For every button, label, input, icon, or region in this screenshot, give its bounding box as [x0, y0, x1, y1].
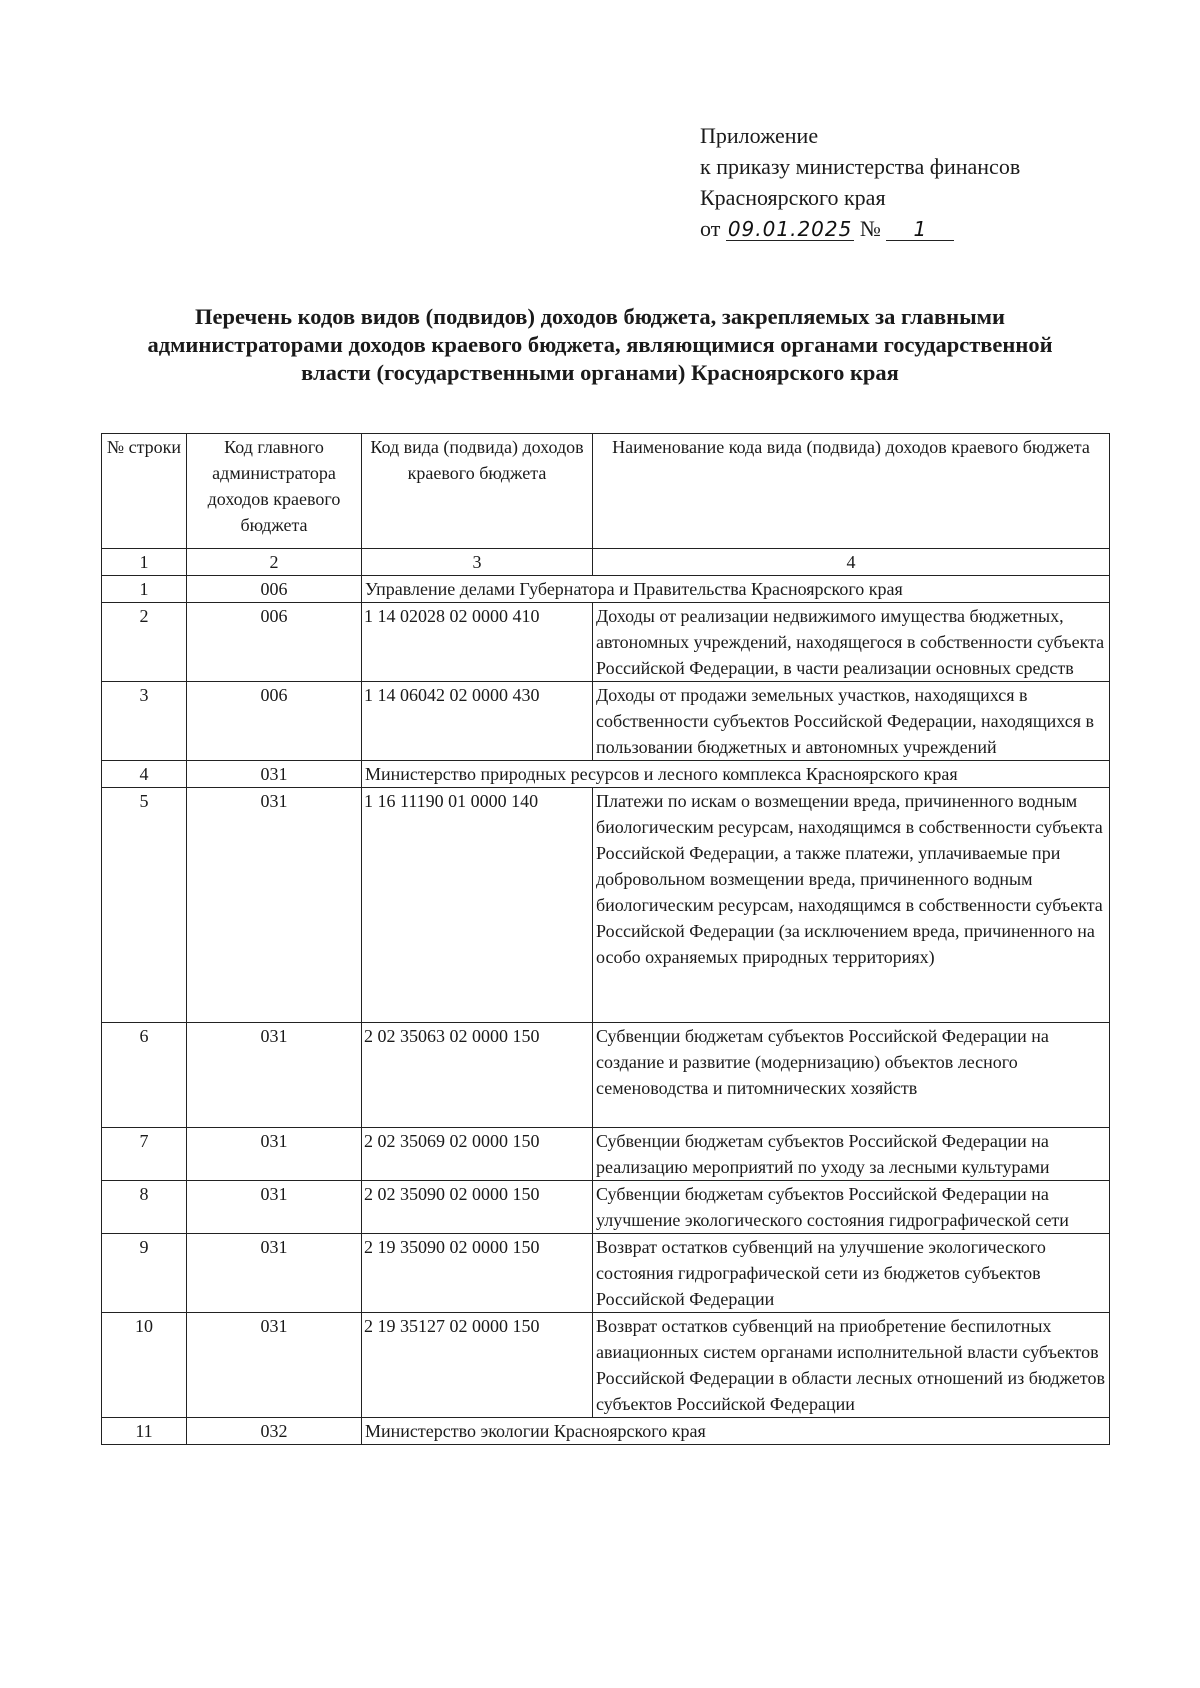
column-number: 2 — [187, 549, 362, 576]
row-number: 9 — [102, 1234, 187, 1313]
admin-code: 031 — [187, 1234, 362, 1313]
income-name: Доходы от реализации недвижимого имущества бюджетных, автономных учреждений, находящегося в собственности субъекта Российской Федерации, в части реализации основных средств — [593, 603, 1110, 682]
admin-code: 031 — [187, 1181, 362, 1234]
admin-code: 006 — [187, 682, 362, 761]
table-header-row — [102, 434, 1110, 549]
table-row — [102, 1128, 1110, 1181]
document-title — [100, 303, 1100, 387]
income-name: Субвенции бюджетам субъектов Российской Федерации на создание и развитие (модернизацию) объектов лесного семеноводства и питомнических хозяйств — [593, 1023, 1110, 1128]
income-codes-table — [101, 433, 1110, 1445]
table-row — [102, 1023, 1110, 1128]
row-number: 5 — [102, 788, 187, 1023]
admin-code: 006 — [187, 603, 362, 682]
table-row — [102, 682, 1110, 761]
income-name: Доходы от продажи земельных участков, находящихся в собственности субъектов Российской Федерации, находящихся в пользовании бюджетных и автономных учреждений — [593, 682, 1110, 761]
column-number: 4 — [593, 549, 1110, 576]
income-code: 2 02 35069 02 0000 150 — [362, 1128, 593, 1181]
income-name: Платежи по искам о возмещении вреда, причиненного водным биологическим ресурсам, находящимся в собственности субъекта Российской Федерации, а также платежи, уплачиваемые при добровольном возмещении вреда, причиненного водным биологическим ресурсам, находящимся в собственности субъекта Российской Федерации (за исключением вреда, причиненного на особо охраняемых природных территориях) — [593, 788, 1110, 1023]
column-number: 1 — [102, 549, 187, 576]
income-name: Субвенции бюджетам субъектов Российской Федерации на улучшение экологического состояния гидрографической сети — [593, 1181, 1110, 1234]
title-line-2: администраторами доходов краевого бюджета, являющимися органами государственной — [147, 332, 1053, 357]
income-name: Возврат остатков субвенций на улучшение экологического состояния гидрографической сети из бюджетов субъектов Российской Федерации — [593, 1234, 1110, 1313]
income-code: 2 19 35127 02 0000 150 — [362, 1313, 593, 1418]
administrator-name: Министерство экологии Красноярского края — [362, 1418, 1110, 1445]
table-row — [102, 1313, 1110, 1418]
appendix-label: Приложение — [700, 123, 819, 148]
title-line-3: власти (государственными органами) Красноярского края — [301, 360, 899, 385]
row-number: 1 — [102, 576, 187, 603]
order-date: 09.01.2025 — [727, 217, 853, 241]
column-number: 3 — [362, 549, 593, 576]
row-number: 8 — [102, 1181, 187, 1234]
income-name: Возврат остатков субвенций на приобретение беспилотных авиационных систем органами исполнительной власти субъектов Российской Федерации в области лесных отношений из бюджетов субъектов Российской Федерации — [593, 1313, 1110, 1418]
appendix-region: Красноярского края — [700, 185, 886, 210]
table-row — [102, 576, 1110, 603]
header-income-name: Наименование кода вида (подвида) доходов краевого бюджета — [593, 434, 1110, 549]
row-number: 2 — [102, 603, 187, 682]
admin-code: 006 — [187, 576, 362, 603]
admin-code: 032 — [187, 1418, 362, 1445]
header-income-code: Код вида (подвида) доходов краевого бюджета — [362, 434, 593, 549]
row-number: 6 — [102, 1023, 187, 1128]
income-code: 2 02 35063 02 0000 150 — [362, 1023, 593, 1128]
admin-code: 031 — [187, 1128, 362, 1181]
header-admin-code: Код главного администратора доходов краевого бюджета — [187, 434, 362, 549]
table-row — [102, 1418, 1110, 1445]
income-code: 2 02 35090 02 0000 150 — [362, 1181, 593, 1234]
header-row-number: № строки — [102, 434, 187, 549]
table-row — [102, 1234, 1110, 1313]
administrator-name: Министерство природных ресурсов и лесного комплекса Красноярского края — [362, 761, 1110, 788]
appendix-order-ref: к приказу министерства финансов — [700, 154, 1021, 179]
table-row — [102, 603, 1110, 682]
admin-code: 031 — [187, 1023, 362, 1128]
income-code: 1 16 11190 01 0000 140 — [362, 788, 593, 1023]
income-code: 1 14 02028 02 0000 410 — [362, 603, 593, 682]
admin-code: 031 — [187, 1313, 362, 1418]
income-code: 2 19 35090 02 0000 150 — [362, 1234, 593, 1313]
order-number: 1 — [886, 218, 954, 241]
administrator-name: Управление делами Губернатора и Правительства Красноярского края — [362, 576, 1110, 603]
row-number: 4 — [102, 761, 187, 788]
table-row — [102, 1181, 1110, 1234]
appendix-block — [700, 120, 1120, 244]
income-code: 1 14 06042 02 0000 430 — [362, 682, 593, 761]
column-number-row — [102, 549, 1110, 576]
row-number: 7 — [102, 1128, 187, 1181]
row-number: 10 — [102, 1313, 187, 1418]
date-prefix: от — [700, 216, 721, 241]
title-line-1: Перечень кодов видов (подвидов) доходов бюджета, закрепляемых за главными — [195, 304, 1005, 329]
admin-code: 031 — [187, 788, 362, 1023]
table-row — [102, 761, 1110, 788]
table-row — [102, 788, 1110, 1023]
appendix-date-line — [700, 213, 1120, 244]
admin-code: 031 — [187, 761, 362, 788]
row-number: 11 — [102, 1418, 187, 1445]
number-label: № — [859, 216, 881, 241]
income-name: Субвенции бюджетам субъектов Российской Федерации на реализацию мероприятий по уходу за лесными культурами — [593, 1128, 1110, 1181]
row-number: 3 — [102, 682, 187, 761]
